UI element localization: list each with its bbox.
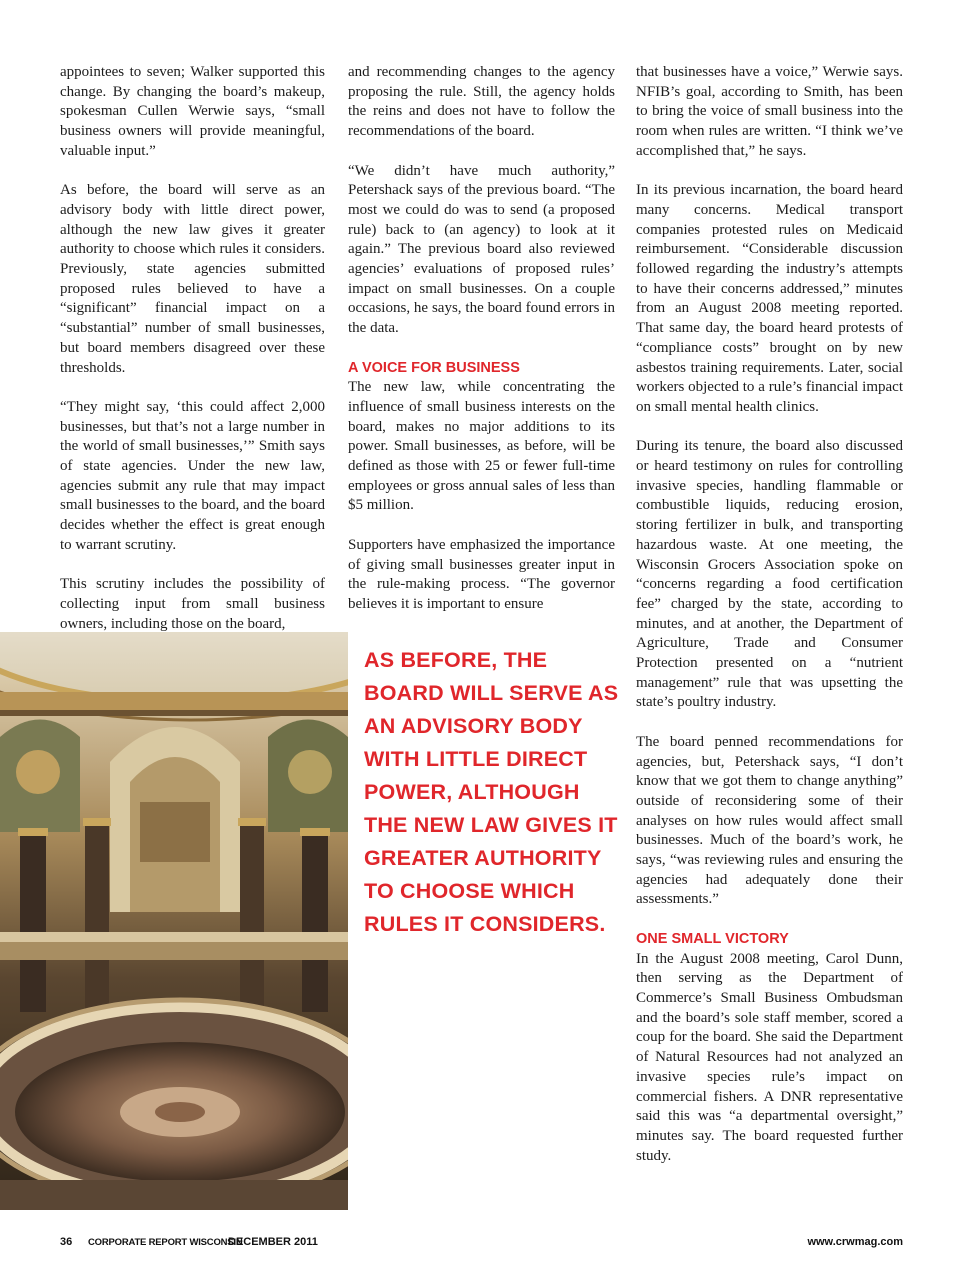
paragraph: appointees to seven; Walker supported this change. By changing the board’s makeup, spokesman Cullen Werwie says, “small business owners will provide meaningful, valuable input.” <box>60 64 325 159</box>
paragraph: In the August 2008 meeting, Carol Dunn, then serving as the Department of Commerce’s Small Business Ombudsman and the board’s sole staff member, scored a coup for the board. She said the Department of Natural Resources had not analyzed an invasive species rule’s impact on commercial fishers. A DNR representative said this was “a departmental oversight,” minutes say. The board requested further study. <box>636 950 903 1164</box>
paragraph: The new law, while concentrating the influence of small business interests on the board, makes no major additions to its power. Small businesses, as before, will be defined as those with 25 or fewer full-time employees or gross annual sales of less than $5 million. <box>348 379 615 514</box>
article-column-3 <box>636 63 903 1166</box>
pull-quote: AS BEFORE, THE BOARD WILL SERVE AS AN ADVISORY BODY WITH LITTLE DIRECT POWER, ALTHOUGH THE NEW LAW GIVES IT GREATER AUTHORITY TO CHOOSE WHICH RULES IT CONSIDERS. <box>364 648 619 936</box>
paragraph: This scrutiny includes the possibility of collecting input from small business owners, including those on the board, <box>60 576 325 632</box>
article-column-2 <box>348 63 615 615</box>
issue-date: DECEMBER 2011 <box>228 1236 318 1248</box>
page-footer <box>60 1236 903 1252</box>
paragraph: that businesses have a voice,” Werwie says. NFIB’s goal, according to Smith, has been to bring the voice of small business into the room when rules are written. “I think we’ve accomplished that,” he says. <box>636 64 903 159</box>
paragraph: During its tenure, the board also discussed or heard testimony on rules for controlling invasive species, handling flammable or combustible liquids, reducing erosion, storing fertilizer in bulk, and transporting hazardous waste. At one meeting, the Wisconsin Grocers Association spoke on “concerns regarding a food certification fee” charged by the state, according to minutes, and at another, the Department of Agriculture, Trade and Consumer Protection presented on a “nutrient management” rule that was upsetting the state’s poultry industry. <box>636 438 903 711</box>
page-number: 36 <box>60 1236 73 1248</box>
paragraph: and recommending changes to the agency proposing the rule. Still, the agency holds the reins and does not have to follow the recommendations of the board. <box>348 64 615 140</box>
paragraph: The board penned recommendations for agencies, but, Petershack says, “I don’t know that we got them to change anything” outside of reconsidering some of their analyses on how rules would affect small businesses. Much of the board’s work, he says, “was reviewing rules and ensuring the agencies had adequately done their assessments.” <box>636 733 903 908</box>
paragraph: “They might say, ‘this could affect 2,000 businesses, but that’s not a large number in the world of small businesses,’” Smith says of state agencies. Under the new law, agencies submit any rule that may impact small businesses to the board, and the board decides whether the effect is great enough to warrant scrutiny. <box>60 398 325 553</box>
capitol-rotunda-photo <box>0 632 348 1210</box>
publication-name: CORPORATE REPORT WISCONSIN <box>88 1237 243 1248</box>
paragraph: Supporters have emphasized the importance of giving small businesses greater input in the rule-making process. “The governor believes it is important to ensure <box>348 536 615 612</box>
section-heading-voice-for-business: A VOICE FOR BUSINESS <box>348 359 520 376</box>
website-link[interactable]: www.crwmag.com <box>807 1236 903 1248</box>
section-heading-one-small-victory: ONE SMALL VICTORY <box>636 930 789 947</box>
paragraph: “We didn’t have much authority,” Petershack says of the previous board. “The most we could do was to send (a proposed rule) back to (an agency) to look at it again.” The previous board also reviewed agencies’ evaluations of proposed rules’ impact on small businesses. On a couple occasions, he says, the board found errors in the data. <box>348 162 615 337</box>
paragraph: In its previous incarnation, the board heard many concerns. Medical transport companies protested rules on Medicaid reimbursement. “Considerable discussion followed regarding the industry’s attempts to have their concerns addressed,” minutes from an August 2008 meeting reported. That same day, the board heard protests of “compliance costs” brought on by new asbestos training requirements. Later, social workers objected to a rule’s financial impact on small mental health clinics. <box>636 182 903 415</box>
paragraph: As before, the board will serve as an advisory body with little direct power, although the new law gives it greater authority to choose which rules it considers. Previously, state agencies submitted proposed rules believed to have a “significant” financial impact on a “substantial” number of small businesses, but board members disagreed over these thresholds. <box>60 182 325 376</box>
article-column-1 <box>60 63 325 634</box>
